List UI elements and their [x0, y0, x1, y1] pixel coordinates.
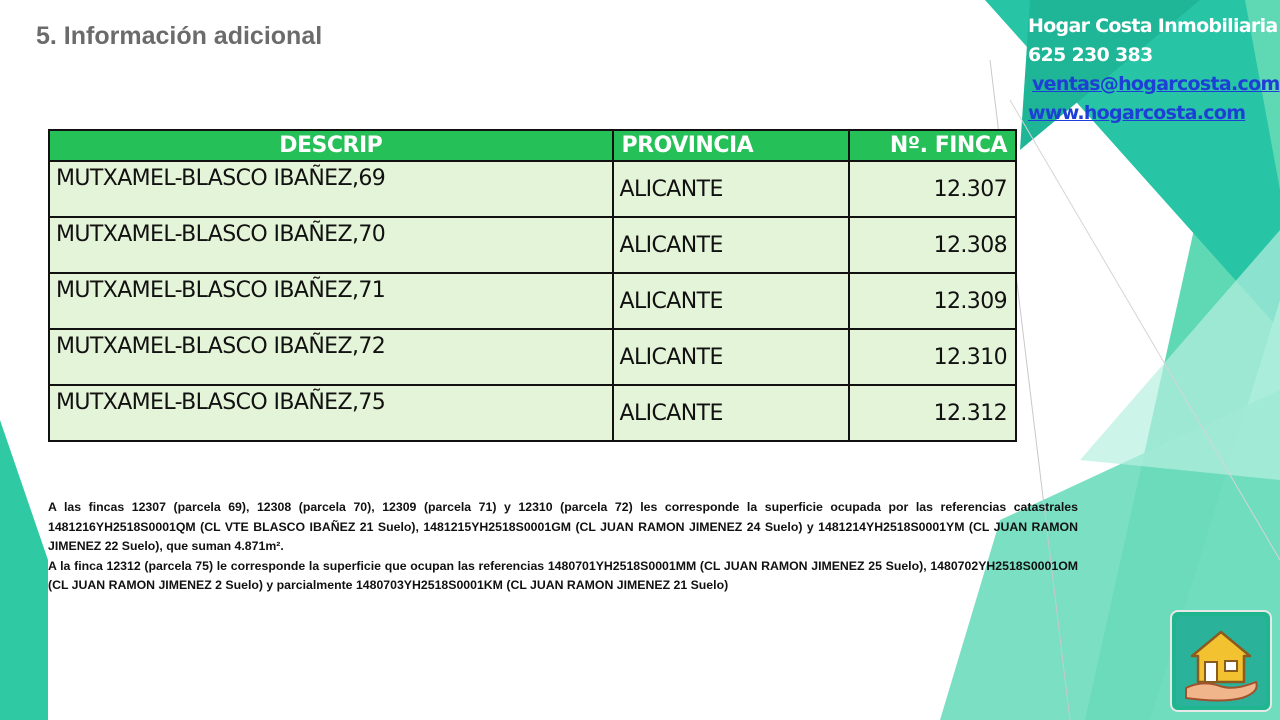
contact-block — [1028, 12, 1280, 128]
slide-title: 5. Información adicional — [36, 22, 323, 50]
cell-provincia: ALICANTE — [613, 273, 850, 329]
header-descrip: DESCRIP — [49, 130, 613, 161]
fincas-table — [48, 129, 1017, 442]
header-provincia: PROVINCIA — [613, 130, 850, 161]
cell-provincia: ALICANTE — [613, 385, 850, 441]
cell-provincia: ALICANTE — [613, 161, 850, 217]
cell-descrip: MUTXAMEL-BLASCO IBAÑEZ,75 — [49, 385, 613, 441]
house-hand-logo-icon — [1172, 612, 1270, 710]
email-link[interactable]: ventas@hogarcosta.com — [1032, 73, 1280, 95]
cell-finca: 12.307 — [849, 161, 1016, 217]
header-finca: Nº. FINCA — [849, 130, 1016, 161]
cell-descrip: MUTXAMEL-BLASCO IBAÑEZ,72 — [49, 329, 613, 385]
cell-finca: 12.309 — [849, 273, 1016, 329]
additional-notes — [48, 498, 1078, 596]
cell-finca: 12.312 — [849, 385, 1016, 441]
cell-finca: 12.310 — [849, 329, 1016, 385]
cell-descrip: MUTXAMEL-BLASCO IBAÑEZ,71 — [49, 273, 613, 329]
note-paragraph: A la finca 12312 (parcela 75) le corresponde la superficie que ocupan las referencias 1480701YH2518S0001MM (CL JUAN RAMON JIMENEZ 25 Suelo), 1480702YH2518S0001OM (CL JUAN RAMON JIMENEZ 2 Suelo) y parcialmente 1480703YH2518S0001KM (CL JUAN RAMON JIMENEZ 21 Suelo) — [48, 558, 1078, 592]
company-name: Hogar Costa Inmobiliaria — [1028, 15, 1278, 37]
table-header-row — [49, 130, 1016, 161]
note-paragraph: A las fincas 12307 (parcela 69), 12308 (parcela 70), 12309 (parcela 71) y 12310 (parcela 72) les corresponde la superficie ocupada por las referencias catastrales 1481216YH2518S0001QM (CL VTE BLASCO IBAÑEZ 21 Suelo), 1481215YH2518S0001GM (CL JUAN RAMON JIMENEZ 24 Suelo) y 1481214YH2518S0001YM (CL JUAN RAMON JIMENEZ 22 Suelo), que suman 4.871m². — [48, 500, 1078, 553]
table-row — [49, 161, 1016, 217]
website-link[interactable]: www.hogarcosta.com — [1028, 102, 1246, 124]
table-row — [49, 329, 1016, 385]
cell-provincia: ALICANTE — [613, 217, 850, 273]
table-row — [49, 217, 1016, 273]
phone-number: 625 230 383 — [1028, 44, 1153, 66]
cell-provincia: ALICANTE — [613, 329, 850, 385]
cell-descrip: MUTXAMEL-BLASCO IBAÑEZ,70 — [49, 217, 613, 273]
cell-descrip: MUTXAMEL-BLASCO IBAÑEZ,69 — [49, 161, 613, 217]
cell-finca: 12.308 — [849, 217, 1016, 273]
table-row — [49, 385, 1016, 441]
table-row — [49, 273, 1016, 329]
company-logo — [1172, 612, 1270, 710]
